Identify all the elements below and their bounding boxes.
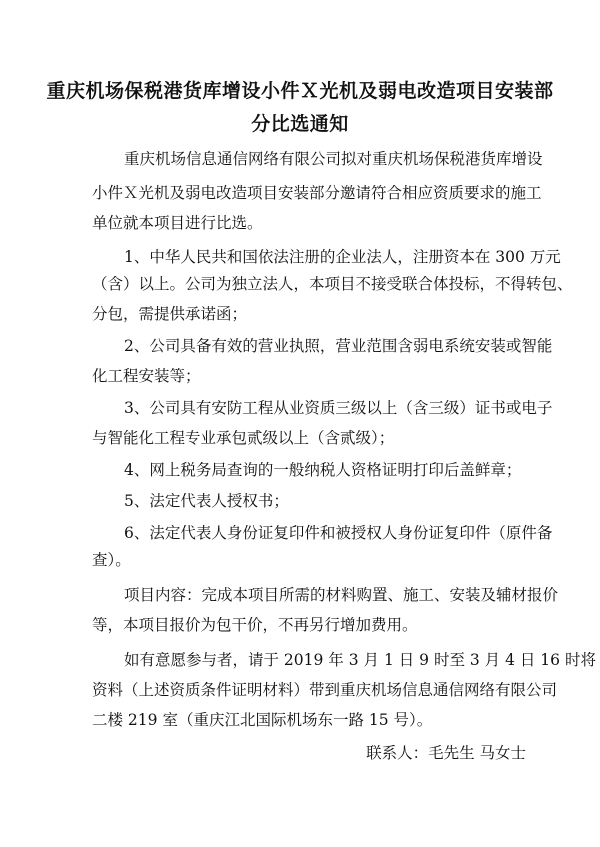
requirement-4-line: 4、网上税务局查询的一般纳税人资格证明打印后盖鲜章； <box>124 461 522 479</box>
document-title-line-1: 重庆机场保税港货库增设小件Ｘ光机及弱电改造项目安装部 <box>46 80 554 102</box>
contact-persons: 联系人：毛先生 马女士 <box>366 744 526 762</box>
project-content-line: 项目内容：完成本项目所需的材料购置、施工、安装及辅材报价 <box>124 586 559 604</box>
requirement-6-line: 查）。 <box>92 551 131 569</box>
requirement-3-line: 与智能化工程专业承包贰级以上（含贰级）； <box>92 429 395 447</box>
requirement-6-line: 6、法定代表人身份证复印件和被授权人身份证复印件（原件备 <box>124 524 553 542</box>
intro-paragraph-line: 小件Ｘ光机及弱电改造项目安装部分邀请符合相应资质要求的施工 <box>92 184 542 202</box>
requirement-1-line: 分包，需提供承诺函； <box>92 305 248 323</box>
submission-line: 如有意愿参与者，请于 2019 年 3 月 1 日 9 时至 3 月 4 日 16 时将 <box>124 651 596 669</box>
intro-paragraph-line: 单位就本项目进行比选。 <box>92 214 263 232</box>
document-title-line-2: 分比选通知 <box>251 113 349 135</box>
submission-line: 二楼 219 室（重庆江北国际机场东一路 15 号）。 <box>92 711 433 729</box>
requirement-3-line: 3、公司具有安防工程从业资质三级以上（含三级）证书或电子 <box>124 399 553 417</box>
requirement-2-line: 2、公司具备有效的营业执照，营业范围含弱电系统安装或智能 <box>124 337 553 355</box>
requirement-5-line: 5、法定代表人授权书； <box>124 492 289 510</box>
project-content-line: 等，本项目报价为包干价，不再另行增加费用。 <box>92 616 418 634</box>
submission-line: 资料（上述资质条件证明材料）带到重庆机场信息通信网络有限公司 <box>92 681 558 699</box>
requirement-1-line: 1、中华人民共和国依法注册的企业法人，注册资本在 300 万元 <box>124 248 561 266</box>
requirement-2-line: 化工程安装等； <box>92 367 201 385</box>
requirement-1-line: （含）以上。公司为独立法人，本项目不接受联合体投标，不得转包、 <box>92 275 573 293</box>
intro-paragraph-line: 重庆机场信息通信网络有限公司拟对重庆机场保税港货库增设 <box>124 150 543 168</box>
